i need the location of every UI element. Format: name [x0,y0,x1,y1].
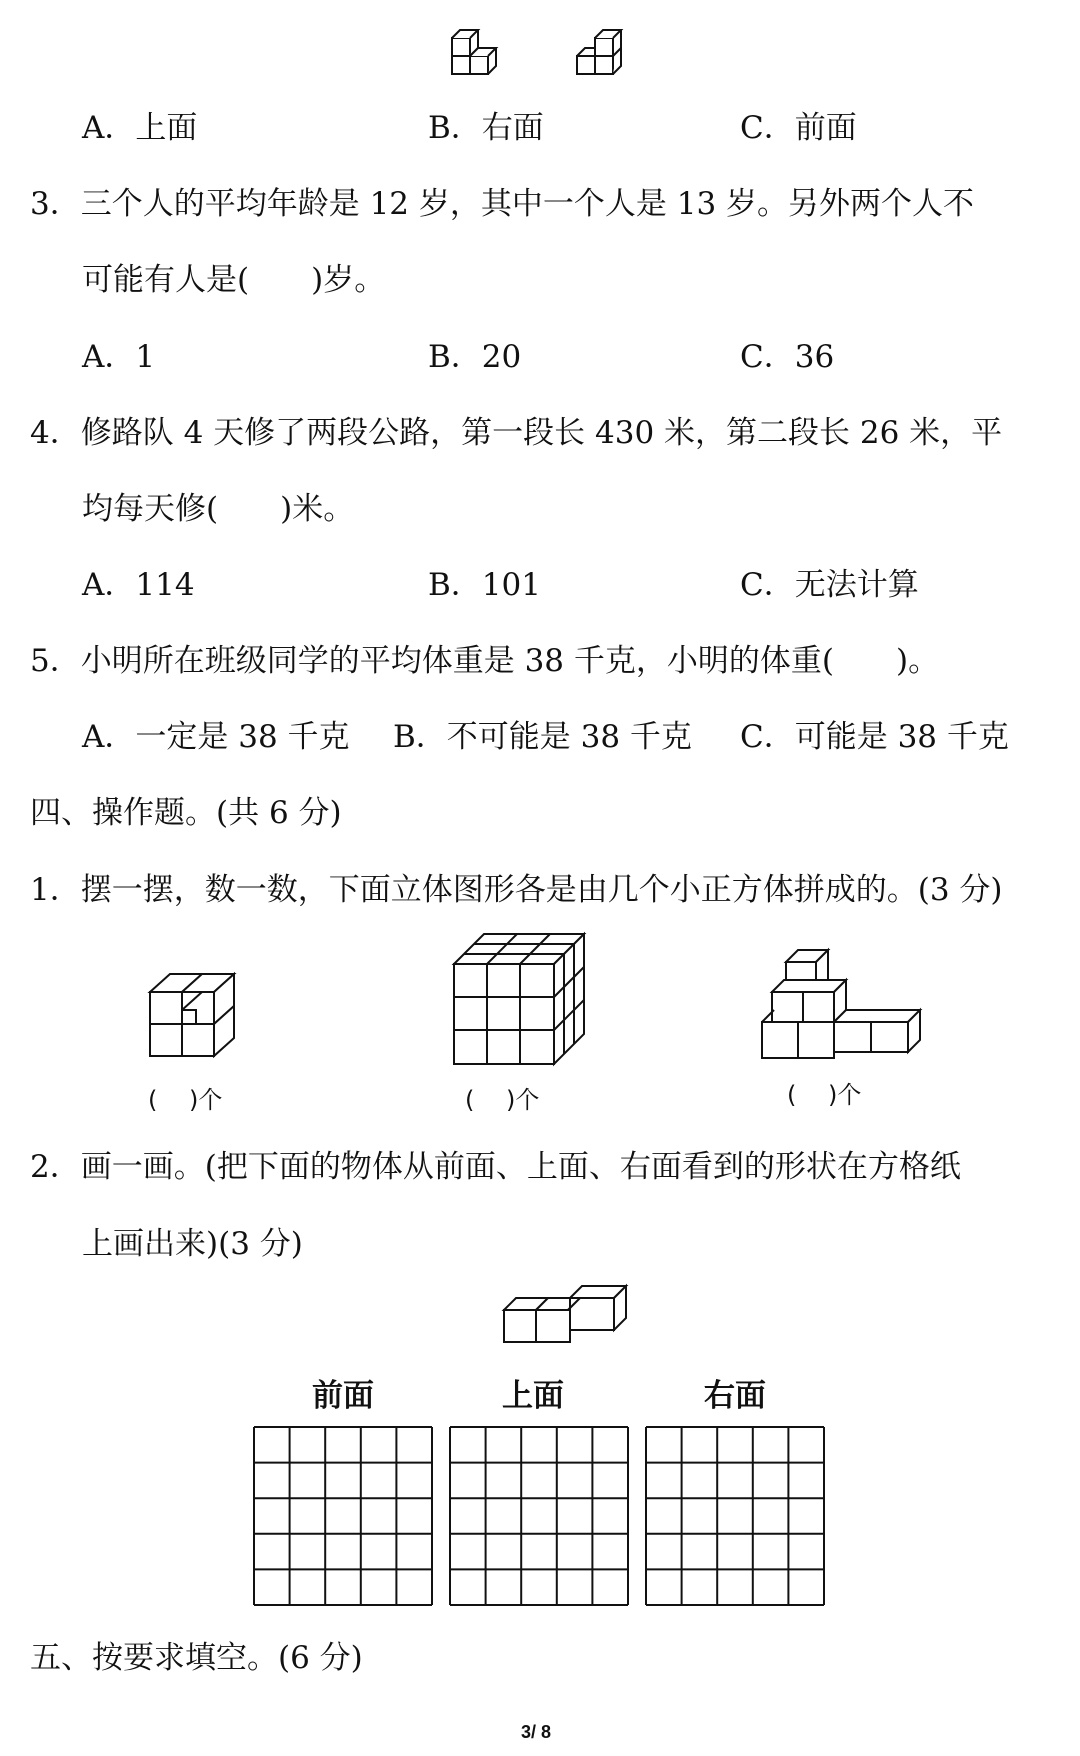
q5-option-b: B．不可能是 38 千克 [393,719,692,755]
section4-q2-line2: 上画出来)(3 分) [82,1226,303,1262]
cube-figure-top-right [575,28,635,78]
section4-q1: 1．摆一摆，数一数，下面立体图形各是由几个小正方体拼成的。(3 分) [30,872,1003,908]
section4-heading: 四、操作题。(共 6 分) [30,795,342,831]
cube-figure-1 [148,970,248,1070]
q5-line1: 5．小明所在班级同学的平均体重是 38 千克，小明的体重( )。 [30,643,940,679]
q3-line1: 3．三个人的平均年龄是 12 岁，其中一个人是 13 岁。另外两个人不 [30,186,975,222]
section5-heading: 五、按要求填空。(6 分) [30,1640,363,1676]
grid-label-top: 上面 [502,1378,564,1414]
cube-figure-2 [452,932,592,1072]
blank-2[interactable]: ( )个 [465,1086,540,1114]
q5-option-c: C．可能是 38 千克 [740,719,1009,755]
cube-object-q2 [502,1280,642,1350]
q3-line2: 可能有人是( )岁。 [82,262,386,298]
cube-figure-top-left [450,28,510,78]
grid-front[interactable] [253,1426,433,1606]
grid-right[interactable] [645,1426,825,1606]
q2-option-b: B．右面 [428,110,544,146]
q3-option-a: A．1 [82,339,156,375]
q4-option-b: B．101 [428,567,541,603]
q4-line2: 均每天修( )米。 [82,491,355,527]
q3-option-b: B．20 [428,339,522,375]
grid-top[interactable] [449,1426,629,1606]
q5-option-a: A．一定是 38 千克 [82,719,350,755]
cube-figure-3 [760,928,930,1068]
q2-option-a: A．上面 [82,110,198,146]
q4-line1: 4．修路队 4 天修了两段公路，第一段长 430 米，第二段长 26 米，平 [30,415,1003,451]
grid-label-front: 前面 [312,1378,374,1414]
blank-1[interactable]: ( )个 [148,1086,223,1114]
q4-option-c: C．无法计算 [740,567,919,603]
section4-q2-line1: 2．画一画。(把下面的物体从前面、上面、右面看到的形状在方格纸 [30,1149,961,1185]
blank-3[interactable]: ( )个 [787,1081,862,1109]
q3-option-c: C．36 [740,339,835,375]
q4-option-a: A．114 [82,567,195,603]
q2-option-c: C．前面 [740,110,857,146]
grid-label-right: 右面 [704,1378,766,1414]
page-number: 3/ 8 [521,1722,552,1742]
